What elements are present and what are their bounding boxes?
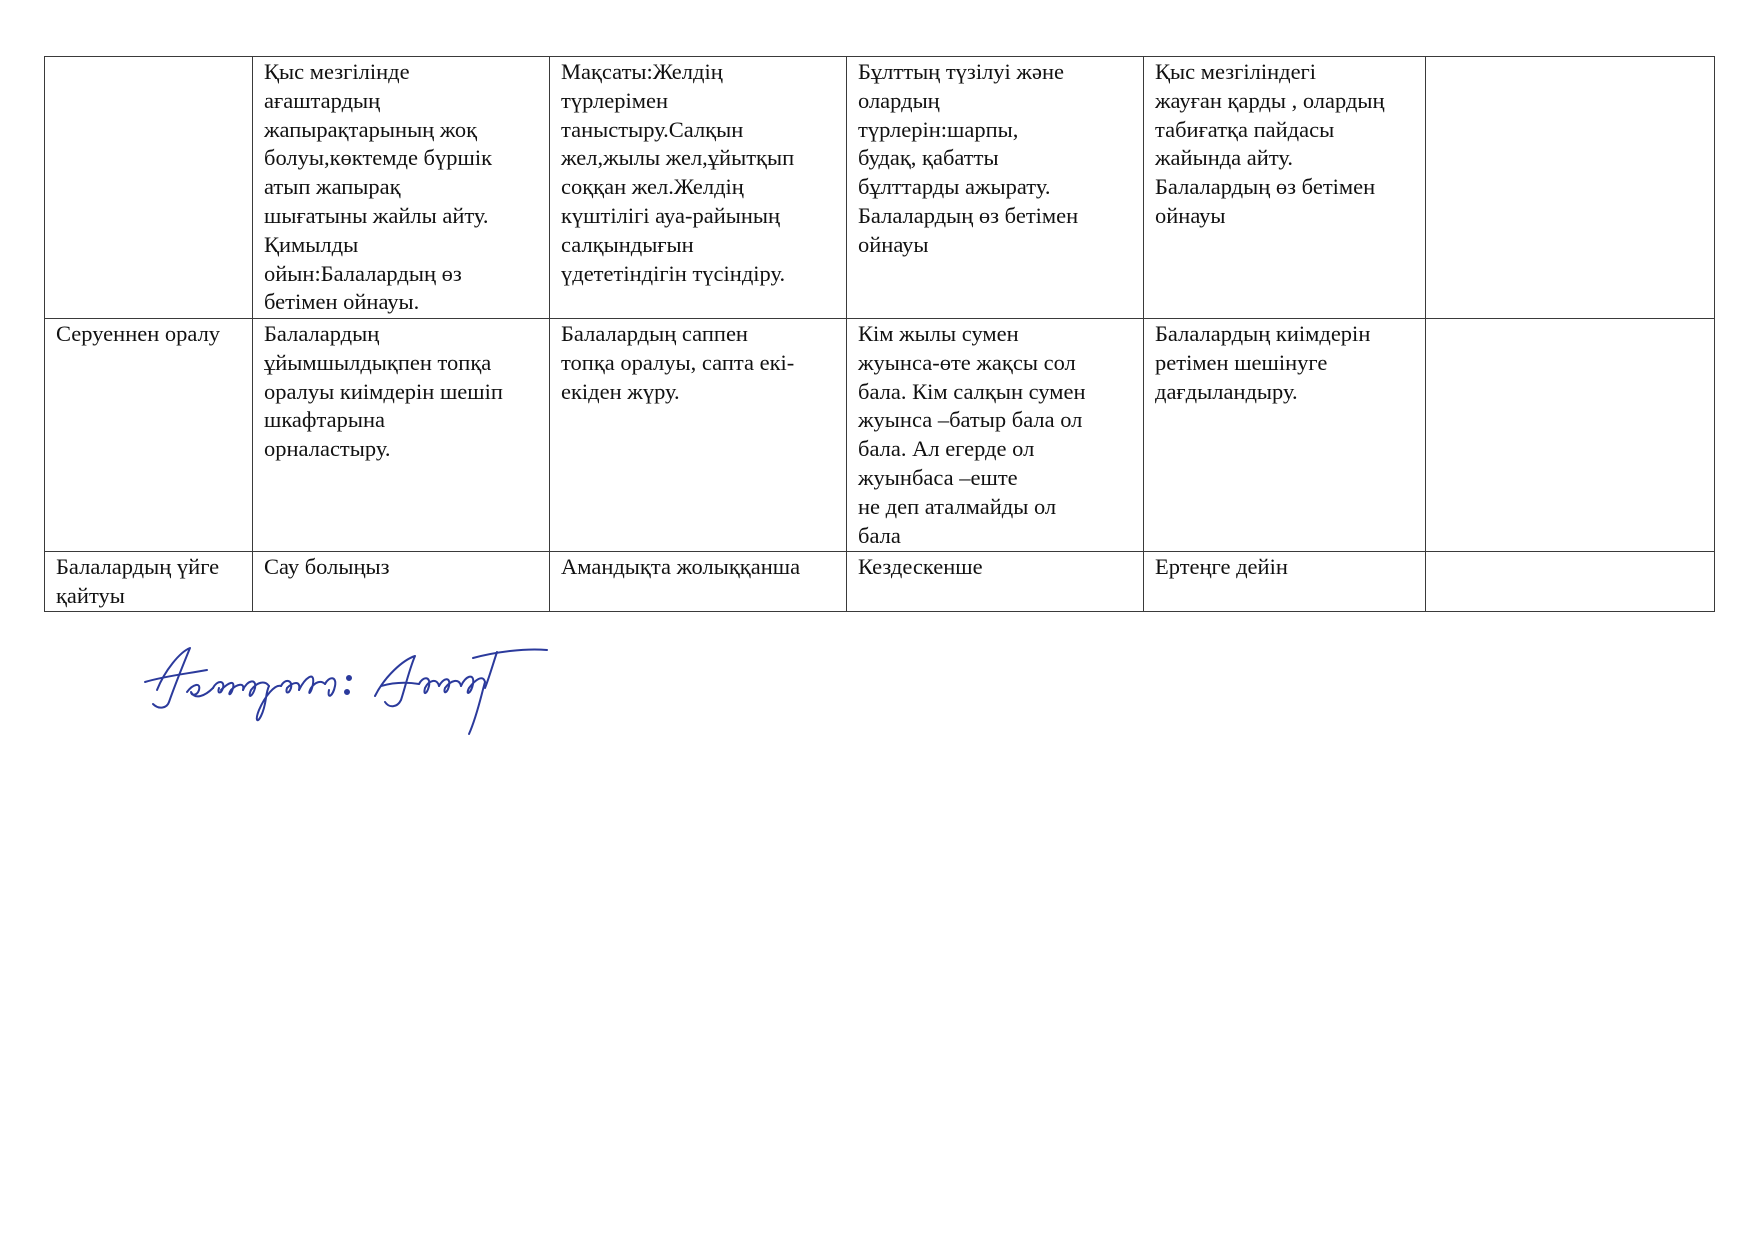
table-cell: Кім жылы сумен жуынса-өте жақсы сол бала. Кім салқын сумен жуынса –батыр бала ол бала. Ал егерде ол жуынбаса –еште не деп аталмайды ол бала xyxy=(847,319,1144,552)
table-cell: Балалардың киімдерін ретімен шешінуге дағдыландыру. xyxy=(1144,319,1426,552)
table-cell: Ертеңге дейін xyxy=(1144,552,1426,612)
handwritten-signature xyxy=(135,630,575,750)
table-cell: Бұлттың түзілуі және олардың түрлерін:шарпы, будақ, қабатты бұлттарды ажырату. Балалардың өз бетімен ойнауы xyxy=(847,57,1144,319)
table-cell: Мақсаты:Желдің түрлерімен таныстыру.Салқын жел,жылы жел,ұйытқып соққан жел.Желдің күштілігі ауа-райының салқындығын үдететіндігін түсіндіру. xyxy=(550,57,847,319)
table-cell: Амандықта жолыққанша xyxy=(550,552,847,612)
table-cell: Қыс мезгілінде ағаштардың жапырақтарының жоқ болуы,көктемде бүршік атып жапырақ шығатыны жайлы айту. Қимылды ойын:Балалардың өз бетімен ойнауы. xyxy=(253,57,550,319)
table-cell: Сау болыңыз xyxy=(253,552,550,612)
row-label-cell: Серуеннен оралу xyxy=(45,319,253,552)
table-row xyxy=(45,552,1715,612)
daily-plan-table xyxy=(44,56,1715,612)
table-cell: Балалардың ұйымшылдықпен топқа оралуы киімдерін шешіп шкафтарына орналастыру. xyxy=(253,319,550,552)
row-label-cell: Балалардың үйге қайтуы xyxy=(45,552,253,612)
table-cell xyxy=(1426,319,1715,552)
signature-icon xyxy=(135,630,575,750)
row-label-cell xyxy=(45,57,253,319)
table-cell: Балалардың саппен топқа оралуы, сапта екі- екіден жүру. xyxy=(550,319,847,552)
table-cell: Қыс мезгіліндегі жауған қарды , олардың табиғатқа пайдасы жайында айту. Балалардың өз бетімен ойнауы xyxy=(1144,57,1426,319)
table-cell: Кездескенше xyxy=(847,552,1144,612)
table-row xyxy=(45,57,1715,319)
table-cell xyxy=(1426,552,1715,612)
table-row xyxy=(45,319,1715,552)
table-cell xyxy=(1426,57,1715,319)
